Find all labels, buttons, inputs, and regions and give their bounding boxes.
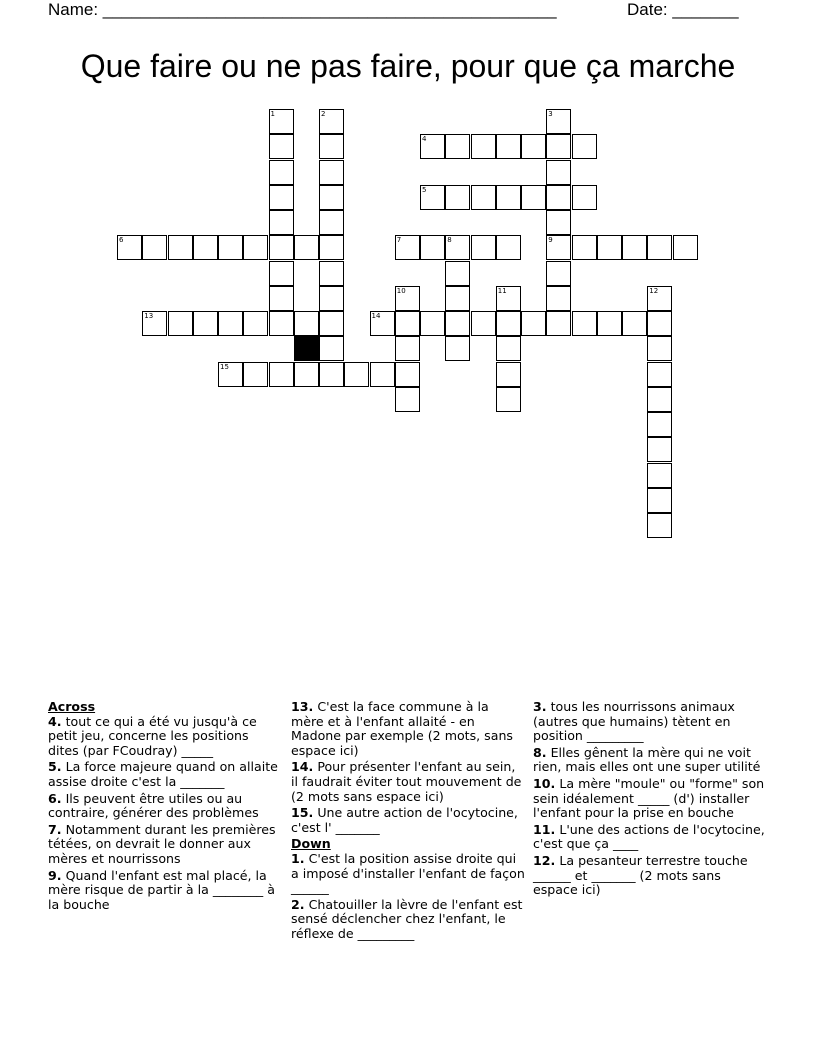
clue-text: La pesanteur terrestre touche ______ et _______ (2 mots sans espace ici) xyxy=(533,852,748,898)
grid-cell[interactable] xyxy=(496,362,521,387)
page-title: Que faire ou ne pas faire, pour que ça marche xyxy=(80,48,736,84)
clue-number: 12. xyxy=(533,852,556,868)
grid-cell[interactable] xyxy=(521,134,546,159)
clue-text: La mère "moule" ou "forme" son sein idéalement _____ (d') installer l'enfant pour la prise en bouche xyxy=(533,775,765,821)
grid-cell[interactable] xyxy=(319,210,344,235)
grid-cell[interactable] xyxy=(496,134,521,159)
clue-down-11 xyxy=(533,823,767,852)
grid-cell[interactable] xyxy=(496,235,521,260)
grid-cell[interactable] xyxy=(572,185,597,210)
grid-cell[interactable] xyxy=(445,311,470,336)
grid-cell[interactable] xyxy=(622,311,647,336)
grid-cell[interactable] xyxy=(269,235,294,260)
clue-number: 7. xyxy=(48,821,62,837)
grid-cell[interactable] xyxy=(572,134,597,159)
cell-number: 10 xyxy=(396,286,406,295)
cell-number: 15 xyxy=(220,362,229,371)
grid-cell[interactable] xyxy=(243,362,268,387)
clue-number: 15. xyxy=(291,805,314,821)
cell-number: 14 xyxy=(371,312,381,320)
grid-cell[interactable] xyxy=(142,235,167,260)
clue-number: 4. xyxy=(48,713,62,729)
grid-cell[interactable] xyxy=(269,362,294,387)
name-field-label: Name: ________________________________________________ xyxy=(48,0,557,19)
clue-across-7 xyxy=(48,823,282,867)
grid-cell[interactable] xyxy=(395,235,420,260)
clue-number: 6. xyxy=(48,790,62,806)
clue-text: Quand l'enfant est mal placé, la mère risque de partir à la ________ à la bouche xyxy=(48,867,275,912)
grid-cell[interactable] xyxy=(572,235,597,260)
clue-number: 11. xyxy=(533,821,556,837)
grid-cell[interactable] xyxy=(243,235,268,260)
grid-cell[interactable] xyxy=(269,185,294,210)
clue-number: 8. xyxy=(533,744,547,760)
grid-cell[interactable] xyxy=(142,311,167,336)
grid-cell[interactable] xyxy=(269,311,294,336)
clue-number: 14. xyxy=(291,759,314,775)
clue-text: Chatouiller la lèvre de l'enfant est sensé déclencher chez l'enfant, le réflexe de _________ xyxy=(291,896,523,941)
clue-number: 5. xyxy=(48,759,62,775)
grid-cell[interactable] xyxy=(546,261,571,286)
grid-cell[interactable] xyxy=(395,387,420,412)
grid-cell[interactable] xyxy=(647,235,672,260)
grid-cell[interactable] xyxy=(445,286,470,311)
grid-cell[interactable] xyxy=(117,235,142,260)
cell-number: 13 xyxy=(144,312,154,320)
grid-cell[interactable] xyxy=(294,362,319,387)
clue-text: Pour présenter l'enfant au sein, il faudrait éviter tout mouvement de (2 mots sans espace ici) xyxy=(291,759,522,804)
grid-cell[interactable] xyxy=(420,185,445,210)
grid-cell[interactable] xyxy=(319,235,344,260)
grid-cell[interactable] xyxy=(622,235,647,260)
grid-cell[interactable] xyxy=(269,109,294,134)
grid-cell[interactable] xyxy=(269,286,294,311)
cell-number: 5 xyxy=(422,185,427,194)
grid-cell[interactable] xyxy=(673,235,698,260)
grid-cell[interactable] xyxy=(269,261,294,286)
clue-down-2 xyxy=(291,898,525,942)
grid-cell[interactable] xyxy=(546,109,571,134)
grid-cell[interactable] xyxy=(269,210,294,235)
grid-cell[interactable] xyxy=(647,437,672,462)
grid-cell[interactable] xyxy=(647,463,672,488)
clue-down-8 xyxy=(533,746,767,775)
clue-across-9 xyxy=(48,869,282,913)
grid-cell[interactable] xyxy=(546,185,571,210)
grid-cell[interactable] xyxy=(294,311,319,336)
grid-cell[interactable] xyxy=(647,362,672,387)
grid-cell[interactable] xyxy=(319,362,344,387)
grid-cell[interactable] xyxy=(496,311,521,336)
clue-text: Notamment durant les premières tétées, on devrait le donner aux mères et nourrissons xyxy=(48,821,276,866)
grid-cell[interactable] xyxy=(546,160,571,185)
clue-text: tous les nourrissons animaux (autres que humains) tètent en position _________ xyxy=(533,699,735,744)
clue-across-14 xyxy=(291,760,525,804)
grid-cell[interactable] xyxy=(395,336,420,361)
grid-cell[interactable] xyxy=(496,387,521,412)
grid-cell[interactable] xyxy=(168,235,193,260)
grid-cell[interactable] xyxy=(546,311,571,336)
grid-cell[interactable] xyxy=(445,235,470,260)
grid-cell[interactable] xyxy=(445,336,470,361)
grid-cell[interactable] xyxy=(496,185,521,210)
grid-cell[interactable] xyxy=(496,336,521,361)
clue-down-3 xyxy=(533,700,767,744)
grid-cell[interactable] xyxy=(597,311,622,336)
grid-cell[interactable] xyxy=(395,362,420,387)
grid-cell[interactable] xyxy=(521,311,546,336)
grid-cell[interactable] xyxy=(218,311,243,336)
clue-number: 13. xyxy=(291,699,314,714)
grid-cell[interactable] xyxy=(395,311,420,336)
grid-cell[interactable] xyxy=(168,311,193,336)
grid-cell[interactable] xyxy=(193,311,218,336)
clues-column-2 xyxy=(291,700,525,944)
cell-number: 6 xyxy=(119,236,124,245)
grid-cell[interactable] xyxy=(218,362,243,387)
grid-cell[interactable] xyxy=(647,488,672,513)
grid-cell[interactable] xyxy=(319,261,344,286)
cell-number: 8 xyxy=(447,236,452,245)
grid-cell[interactable] xyxy=(344,362,369,387)
grid-cell[interactable] xyxy=(319,311,344,336)
cell-number: 9 xyxy=(548,236,553,245)
clue-text: L'une des actions de l'ocytocine, c'est que ça ____ xyxy=(533,821,765,852)
cell-number: 4 xyxy=(422,135,427,144)
grid-cell[interactable] xyxy=(319,160,344,185)
grid-cell[interactable] xyxy=(319,134,344,159)
grid-cell[interactable] xyxy=(319,336,344,361)
grid-cell[interactable] xyxy=(445,134,470,159)
clue-down-10 xyxy=(533,777,767,821)
grid-cell[interactable] xyxy=(521,185,546,210)
grid-cell[interactable] xyxy=(496,286,521,311)
grid-cell[interactable] xyxy=(395,286,420,311)
cell-number: 1 xyxy=(270,110,275,118)
clue-down-1 xyxy=(291,852,525,896)
grid-cell[interactable] xyxy=(471,235,496,260)
clue-number: 3. xyxy=(533,699,547,714)
clue-number: 2. xyxy=(291,896,305,912)
grid-cell[interactable] xyxy=(420,311,445,336)
grid-cell[interactable] xyxy=(370,311,395,336)
clues-column-3 xyxy=(533,700,767,900)
cell-number: 3 xyxy=(548,110,553,118)
clue-number: 9. xyxy=(48,867,62,883)
grid-cell[interactable] xyxy=(597,235,622,260)
grid-cell[interactable] xyxy=(546,210,571,235)
down-heading: Down xyxy=(291,836,331,852)
grid-cell[interactable] xyxy=(218,235,243,260)
grid-cell[interactable] xyxy=(572,311,597,336)
grid-cell[interactable] xyxy=(647,286,672,311)
grid-cell[interactable] xyxy=(370,362,395,387)
grid-cell[interactable] xyxy=(647,311,672,336)
grid-cell[interactable] xyxy=(445,185,470,210)
across-heading: Across xyxy=(48,699,96,714)
grid-cell[interactable] xyxy=(471,311,496,336)
clue-across-13 xyxy=(291,700,525,758)
clue-text: C'est la position assise droite qui a imposé d'installer l'enfant de façon ______ xyxy=(291,850,525,896)
grid-cell[interactable] xyxy=(319,185,344,210)
cell-number: 11 xyxy=(497,286,507,295)
grid-cell[interactable] xyxy=(546,235,571,260)
clue-text: tout ce qui a été vu jusqu'à ce petit jeu, concerne les positions dites (par FCoudray) _____ xyxy=(48,713,257,758)
clue-down-12 xyxy=(533,854,767,898)
grid-cell[interactable] xyxy=(319,286,344,311)
clue-across-5 xyxy=(48,760,282,789)
cell-number: 7 xyxy=(396,236,402,245)
grid-cell[interactable] xyxy=(647,387,672,412)
cell-number: 2 xyxy=(321,110,326,118)
grid-cell[interactable] xyxy=(319,109,344,134)
cell-number: 12 xyxy=(649,286,659,295)
grid-cell[interactable] xyxy=(269,134,294,159)
clue-text: Elles gênent la mère qui ne voit rien, mais elles ont une super utilité xyxy=(533,744,761,775)
clue-text: C'est la face commune à la mère et à l'enfant allaité - en Madone par exemple (2 mots, sans espace ici) xyxy=(291,699,513,758)
clue-text: Ils peuvent être utiles ou au contraire, générer des problèmes xyxy=(48,790,259,821)
grid-cell[interactable] xyxy=(243,311,268,336)
grid-cell[interactable] xyxy=(445,261,470,286)
grid-block xyxy=(294,336,319,361)
grid-cell[interactable] xyxy=(546,134,571,159)
clue-across-6 xyxy=(48,792,282,821)
clue-text: Une autre action de l'ocytocine, c'est l' _______ xyxy=(291,805,518,835)
clue-number: 1. xyxy=(291,850,305,866)
clue-number: 10. xyxy=(533,775,556,791)
grid-cell[interactable] xyxy=(420,235,445,260)
clue-across-4 xyxy=(48,715,282,759)
grid-cell[interactable] xyxy=(420,134,445,159)
grid-cell[interactable] xyxy=(647,513,672,538)
grid-cell[interactable] xyxy=(294,235,319,260)
grid-cell[interactable] xyxy=(471,185,496,210)
clue-across-15 xyxy=(291,806,525,835)
grid-cell[interactable] xyxy=(193,235,218,260)
date-field-label: Date: _______ xyxy=(627,0,739,19)
clues-column-1 xyxy=(48,700,282,914)
grid-cell[interactable] xyxy=(269,160,294,185)
grid-cell[interactable] xyxy=(546,286,571,311)
grid-cell[interactable] xyxy=(647,412,672,437)
clue-text: La force majeure quand on allaite assise droite c'est la _______ xyxy=(48,759,278,789)
grid-cell[interactable] xyxy=(647,336,672,361)
grid-cell[interactable] xyxy=(471,134,496,159)
